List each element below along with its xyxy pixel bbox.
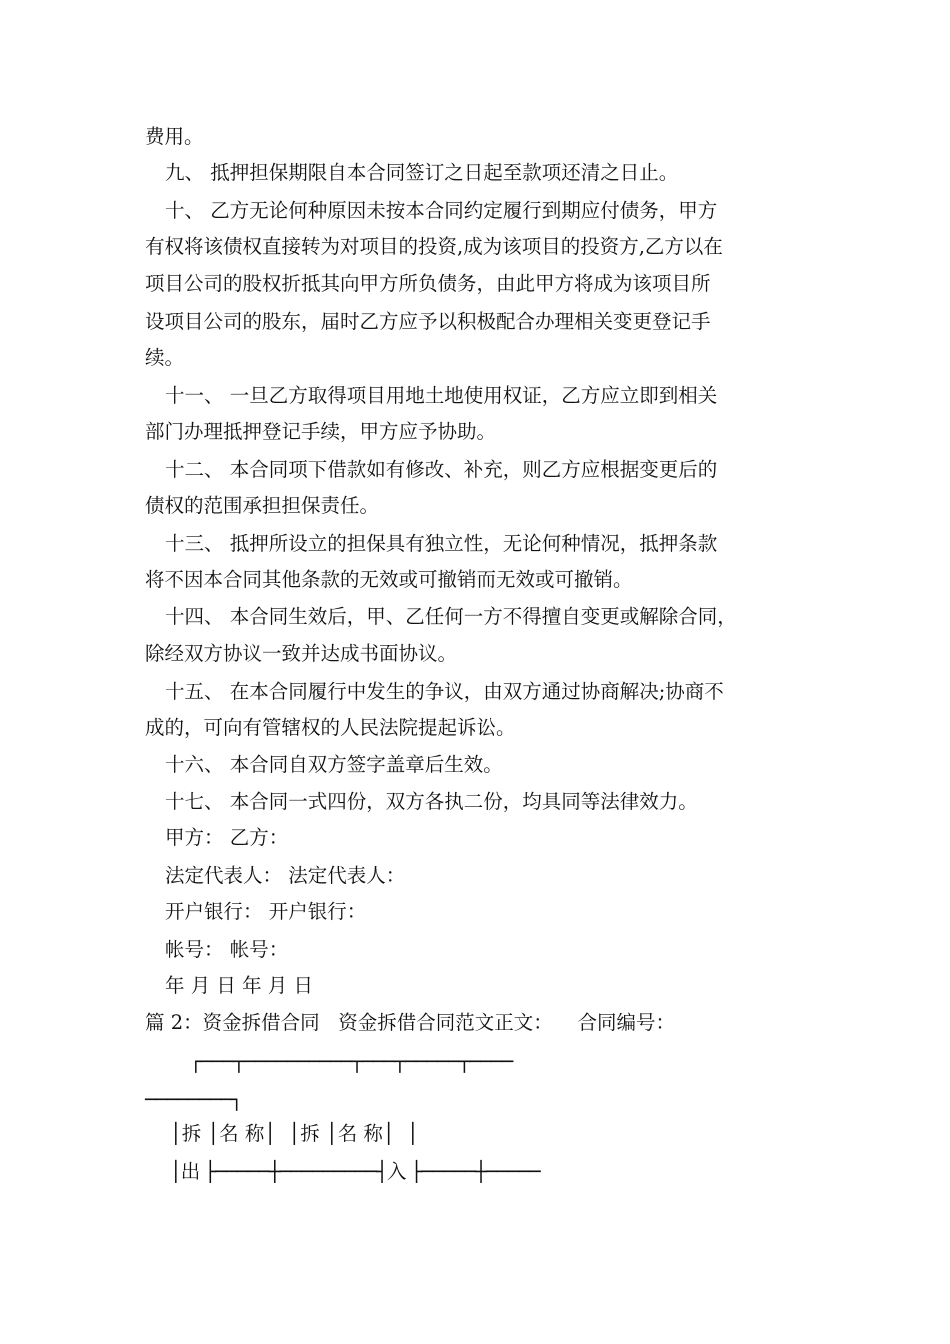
text-line: 债权的范围承担担保责任。	[145, 494, 380, 517]
clause-13: 十三、 抵押所设立的担保具有独立性，无论何种情况，抵押条款	[165, 532, 718, 555]
clause-14: 十四、 本合同生效后，甲、乙任何一方不得擅自变更或解除合同，	[165, 605, 737, 628]
text-line: 有权将该债权直接转为对项目的投资,成为该项目的投资方,乙方以在	[145, 235, 723, 258]
text-line: 除经双方协议一致并达成书面协议。	[145, 642, 458, 665]
clause-10: 十、 乙方无论何种原因未按本合同约定履行到期应付债务，甲方	[165, 199, 718, 222]
text-line: 续。	[145, 346, 185, 369]
signature-account: 帐号： 帐号：	[165, 938, 289, 961]
text-line: 将不因本合同其他条款的无效或可撤销而无效或可撤销。	[145, 568, 633, 591]
text-line: 费用。	[145, 125, 204, 148]
table-top-border-wrap: ────────┐	[145, 1088, 242, 1111]
clause-17: 十七、 本合同一式四份，双方各执二份，均具同等法律效力。	[165, 790, 698, 813]
text-line: 成的，可向有管辖权的人民法院提起诉讼。	[145, 716, 516, 739]
table-row: │拆 │名 称│ │拆 │名 称│ │	[170, 1122, 419, 1145]
table-row: │出 ├─────┼─────────┤入 ├─────┼─────	[170, 1160, 540, 1183]
signature-legal-rep: 法定代表人： 法定代表人：	[165, 864, 406, 887]
text-line: 部门办理抵押登记手续，甲方应予协助。	[145, 420, 497, 443]
clause-15: 十五、 在本合同履行中发生的争议，由双方通过协商解决;协商不	[165, 680, 724, 703]
section-heading: 篇 2：资金拆借合同 资金拆借合同范文正文： 合同编号：	[145, 1011, 675, 1034]
signature-date: 年 月 日 年 月 日	[165, 974, 313, 997]
clause-9: 九、 抵押担保期限自本合同签订之日起至款项还清之日止。	[165, 161, 679, 184]
signature-party: 甲方： 乙方：	[165, 826, 289, 849]
clause-16: 十六、 本合同自双方签字盖章后生效。	[165, 753, 503, 776]
text-line: 项目公司的股权折抵其向甲方所负债务，由此甲方将成为该项目所	[145, 272, 711, 295]
table-top-border: ┌───┬──────────┬───┬─────┬────	[190, 1050, 513, 1073]
text-line: 设项目公司的股东，届时乙方应予以积极配合办理相关变更登记手	[145, 310, 711, 333]
clause-12: 十二、 本合同项下借款如有修改、补充，则乙方应根据变更后的	[165, 458, 718, 481]
signature-bank: 开户银行： 开户银行：	[165, 900, 367, 923]
clause-11: 十一、 一旦乙方取得项目用地土地使用权证，乙方应立即到相关	[165, 384, 718, 407]
